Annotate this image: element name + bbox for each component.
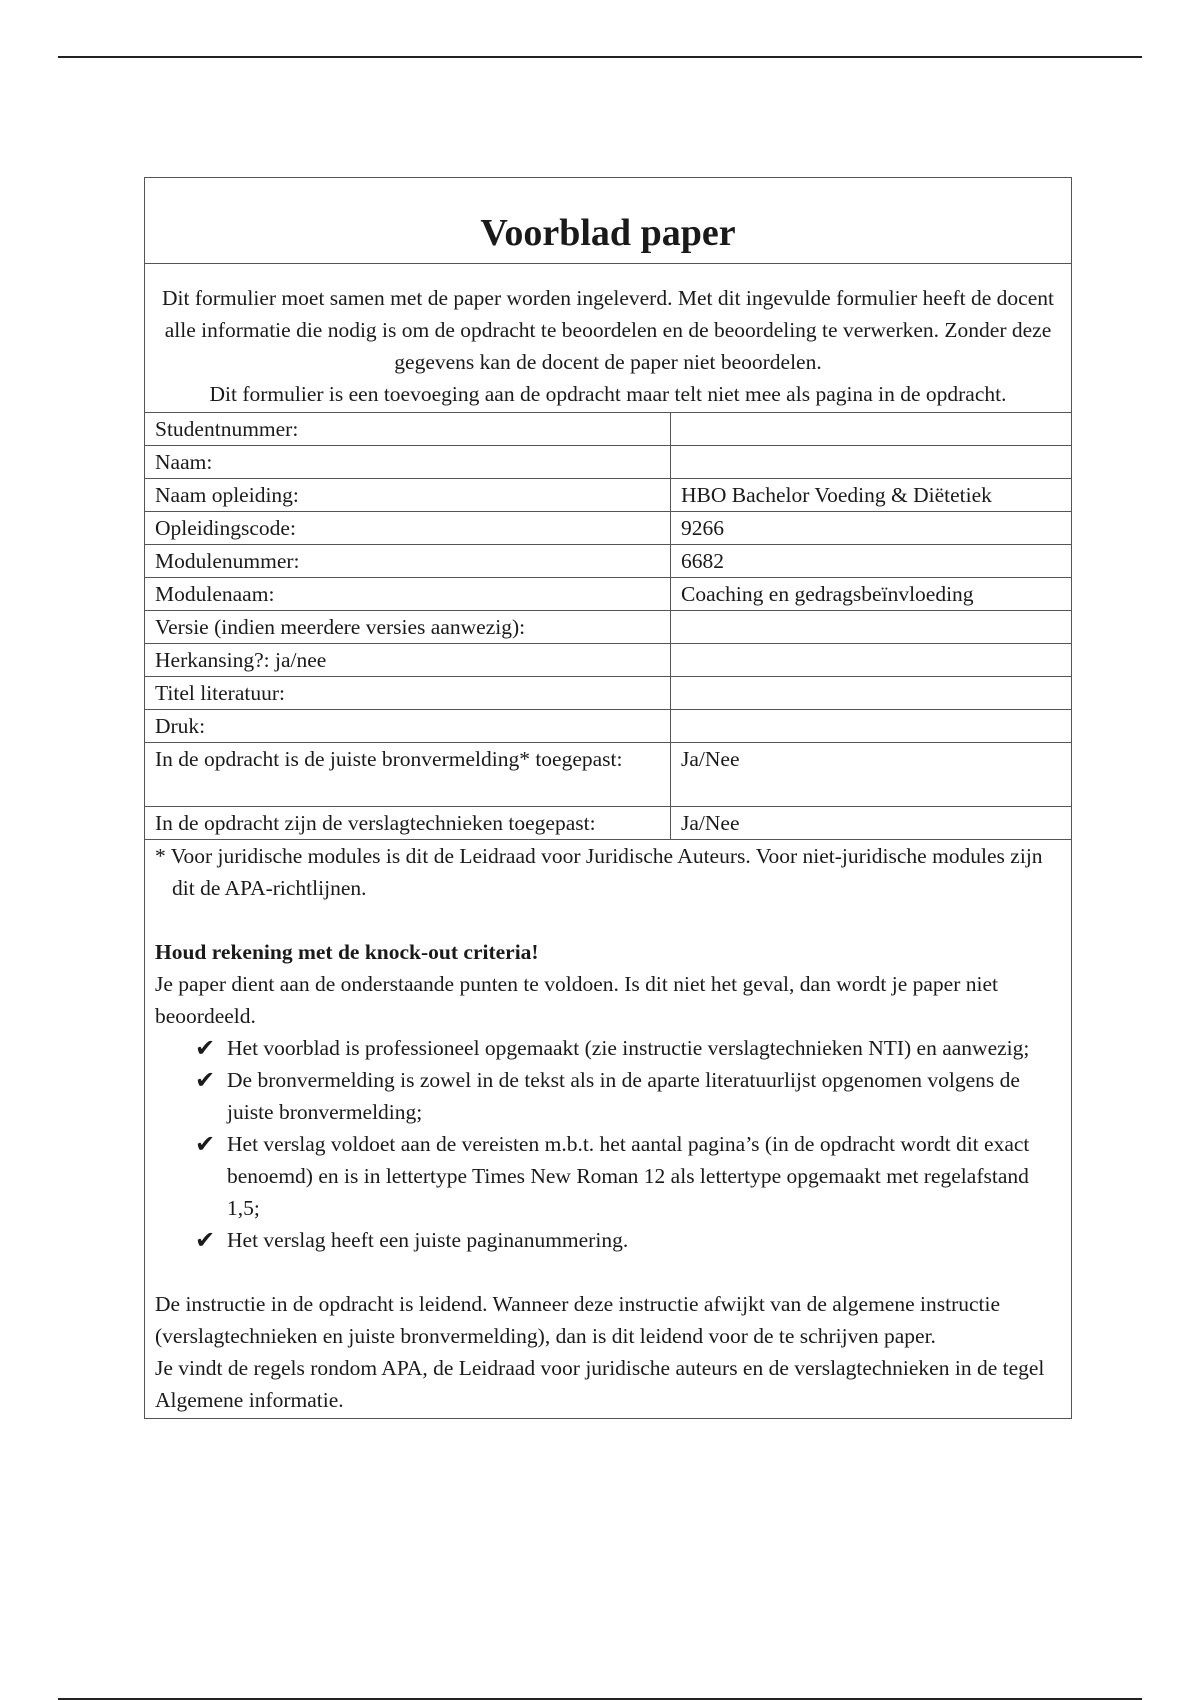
field-value[interactable]: Coaching en gedragsbeïnvloeding [671, 578, 1072, 611]
closing-paragraph-2: Je vindt de regels rondom APA, de Leidraad voor juridische auteurs en de verslagtechnieken in de tegel Algemene informatie. [155, 1356, 1045, 1412]
field-row [145, 479, 1071, 512]
field-row [145, 413, 1071, 446]
criteria-text: De bronvermelding is zowel in de tekst als in de aparte literatuurlijst opgenomen volgens de juiste bronvermelding; [227, 1068, 1020, 1124]
criteria-list [155, 1032, 1061, 1256]
cover-form [144, 177, 1072, 1419]
form-footer [145, 840, 1071, 1418]
field-row [145, 545, 1071, 578]
field-value[interactable] [671, 446, 1072, 479]
criteria-item [195, 1224, 1061, 1256]
field-value[interactable]: HBO Bachelor Voeding & Diëtetiek [671, 479, 1072, 512]
field-row [145, 807, 1071, 840]
check-icon: ✔ [195, 1034, 216, 1062]
field-value[interactable]: Ja/Nee [671, 743, 1072, 807]
field-value[interactable] [671, 611, 1072, 644]
field-value[interactable] [671, 677, 1072, 710]
field-label: In de opdracht zijn de verslagtechnieken toegepast: [145, 807, 671, 840]
criteria-text: Het verslag voldoet aan de vereisten m.b.t. het aantal pagina’s (in de opdracht wordt dit exact benoemd) en is in lettertype Times New Roman 12 als lettertype opgemaakt met regelafstand 1,5; [227, 1132, 1030, 1220]
field-row [145, 446, 1071, 479]
field-label: Studentnummer: [145, 413, 671, 446]
field-label: Versie (indien meerdere versies aanwezig): [145, 611, 671, 644]
field-row [145, 512, 1071, 545]
field-label: Modulenummer: [145, 545, 671, 578]
check-icon: ✔ [195, 1130, 216, 1158]
field-label: Herkansing?: ja/nee [145, 644, 671, 677]
criteria-text: Het verslag heeft een juiste paginanummering. [227, 1228, 629, 1252]
field-label: In de opdracht is de juiste bronvermelding* toegepast: [145, 743, 671, 807]
field-value[interactable]: 6682 [671, 545, 1072, 578]
knockout-text: Je paper dient aan de onderstaande punten te voldoen. Is dit niet het geval, dan wordt je paper niet beoordeeld. [155, 972, 998, 1028]
form-title: Voorblad paper [145, 178, 1071, 264]
check-icon: ✔ [195, 1066, 216, 1094]
field-row [145, 644, 1071, 677]
criteria-text: Het voorblad is professioneel opgemaakt (zie instructie verslagtechnieken NTI) en aanwezig; [227, 1036, 1030, 1060]
knockout-heading: Houd rekening met de knock-out criteria! [155, 940, 539, 964]
field-row [145, 578, 1071, 611]
field-row [145, 611, 1071, 644]
closing-paragraph: De instructie in de opdracht is leidend. Wanneer deze instructie afwijkt van de algemene instructie (verslagtechnieken en juiste bronvermelding), dan is dit leidend voor de te schrijven paper. [155, 1292, 1001, 1348]
intro-text [145, 264, 1071, 413]
field-label: Druk: [145, 710, 671, 743]
footnote: * Voor juridische modules is dit de Leidraad voor Juridische Auteurs. Voor niet-juridische modules zijn dit de APA-richtlijnen. [155, 844, 1043, 900]
criteria-item [195, 1032, 1061, 1064]
field-label: Titel literatuur: [145, 677, 671, 710]
field-value[interactable] [671, 644, 1072, 677]
field-row [145, 710, 1071, 743]
field-label: Naam opleiding: [145, 479, 671, 512]
criteria-item [195, 1128, 1061, 1224]
intro-paragraph: Dit formulier moet samen met de paper worden ingeleverd. Met dit ingevulde formulier heeft de docent alle informatie die nodig is om de opdracht te beoordelen en de beoordeling te verwerken. Zonder deze gegevens kan de docent de paper niet beoordelen. [162, 286, 1054, 374]
page-top-rule [58, 56, 1142, 58]
field-row [145, 677, 1071, 710]
field-value[interactable] [671, 710, 1072, 743]
field-label: Opleidingscode: [145, 512, 671, 545]
check-icon: ✔ [195, 1226, 216, 1254]
intro-note: Dit formulier is een toevoeging aan de opdracht maar telt niet mee als pagina in de opdracht. [209, 382, 1007, 406]
field-label: Naam: [145, 446, 671, 479]
field-value[interactable]: Ja/Nee [671, 807, 1072, 840]
fields-table [145, 413, 1071, 840]
field-value[interactable] [671, 413, 1072, 446]
field-label: Modulenaam: [145, 578, 671, 611]
field-value[interactable]: 9266 [671, 512, 1072, 545]
criteria-item [195, 1064, 1061, 1128]
field-row [145, 743, 1071, 807]
